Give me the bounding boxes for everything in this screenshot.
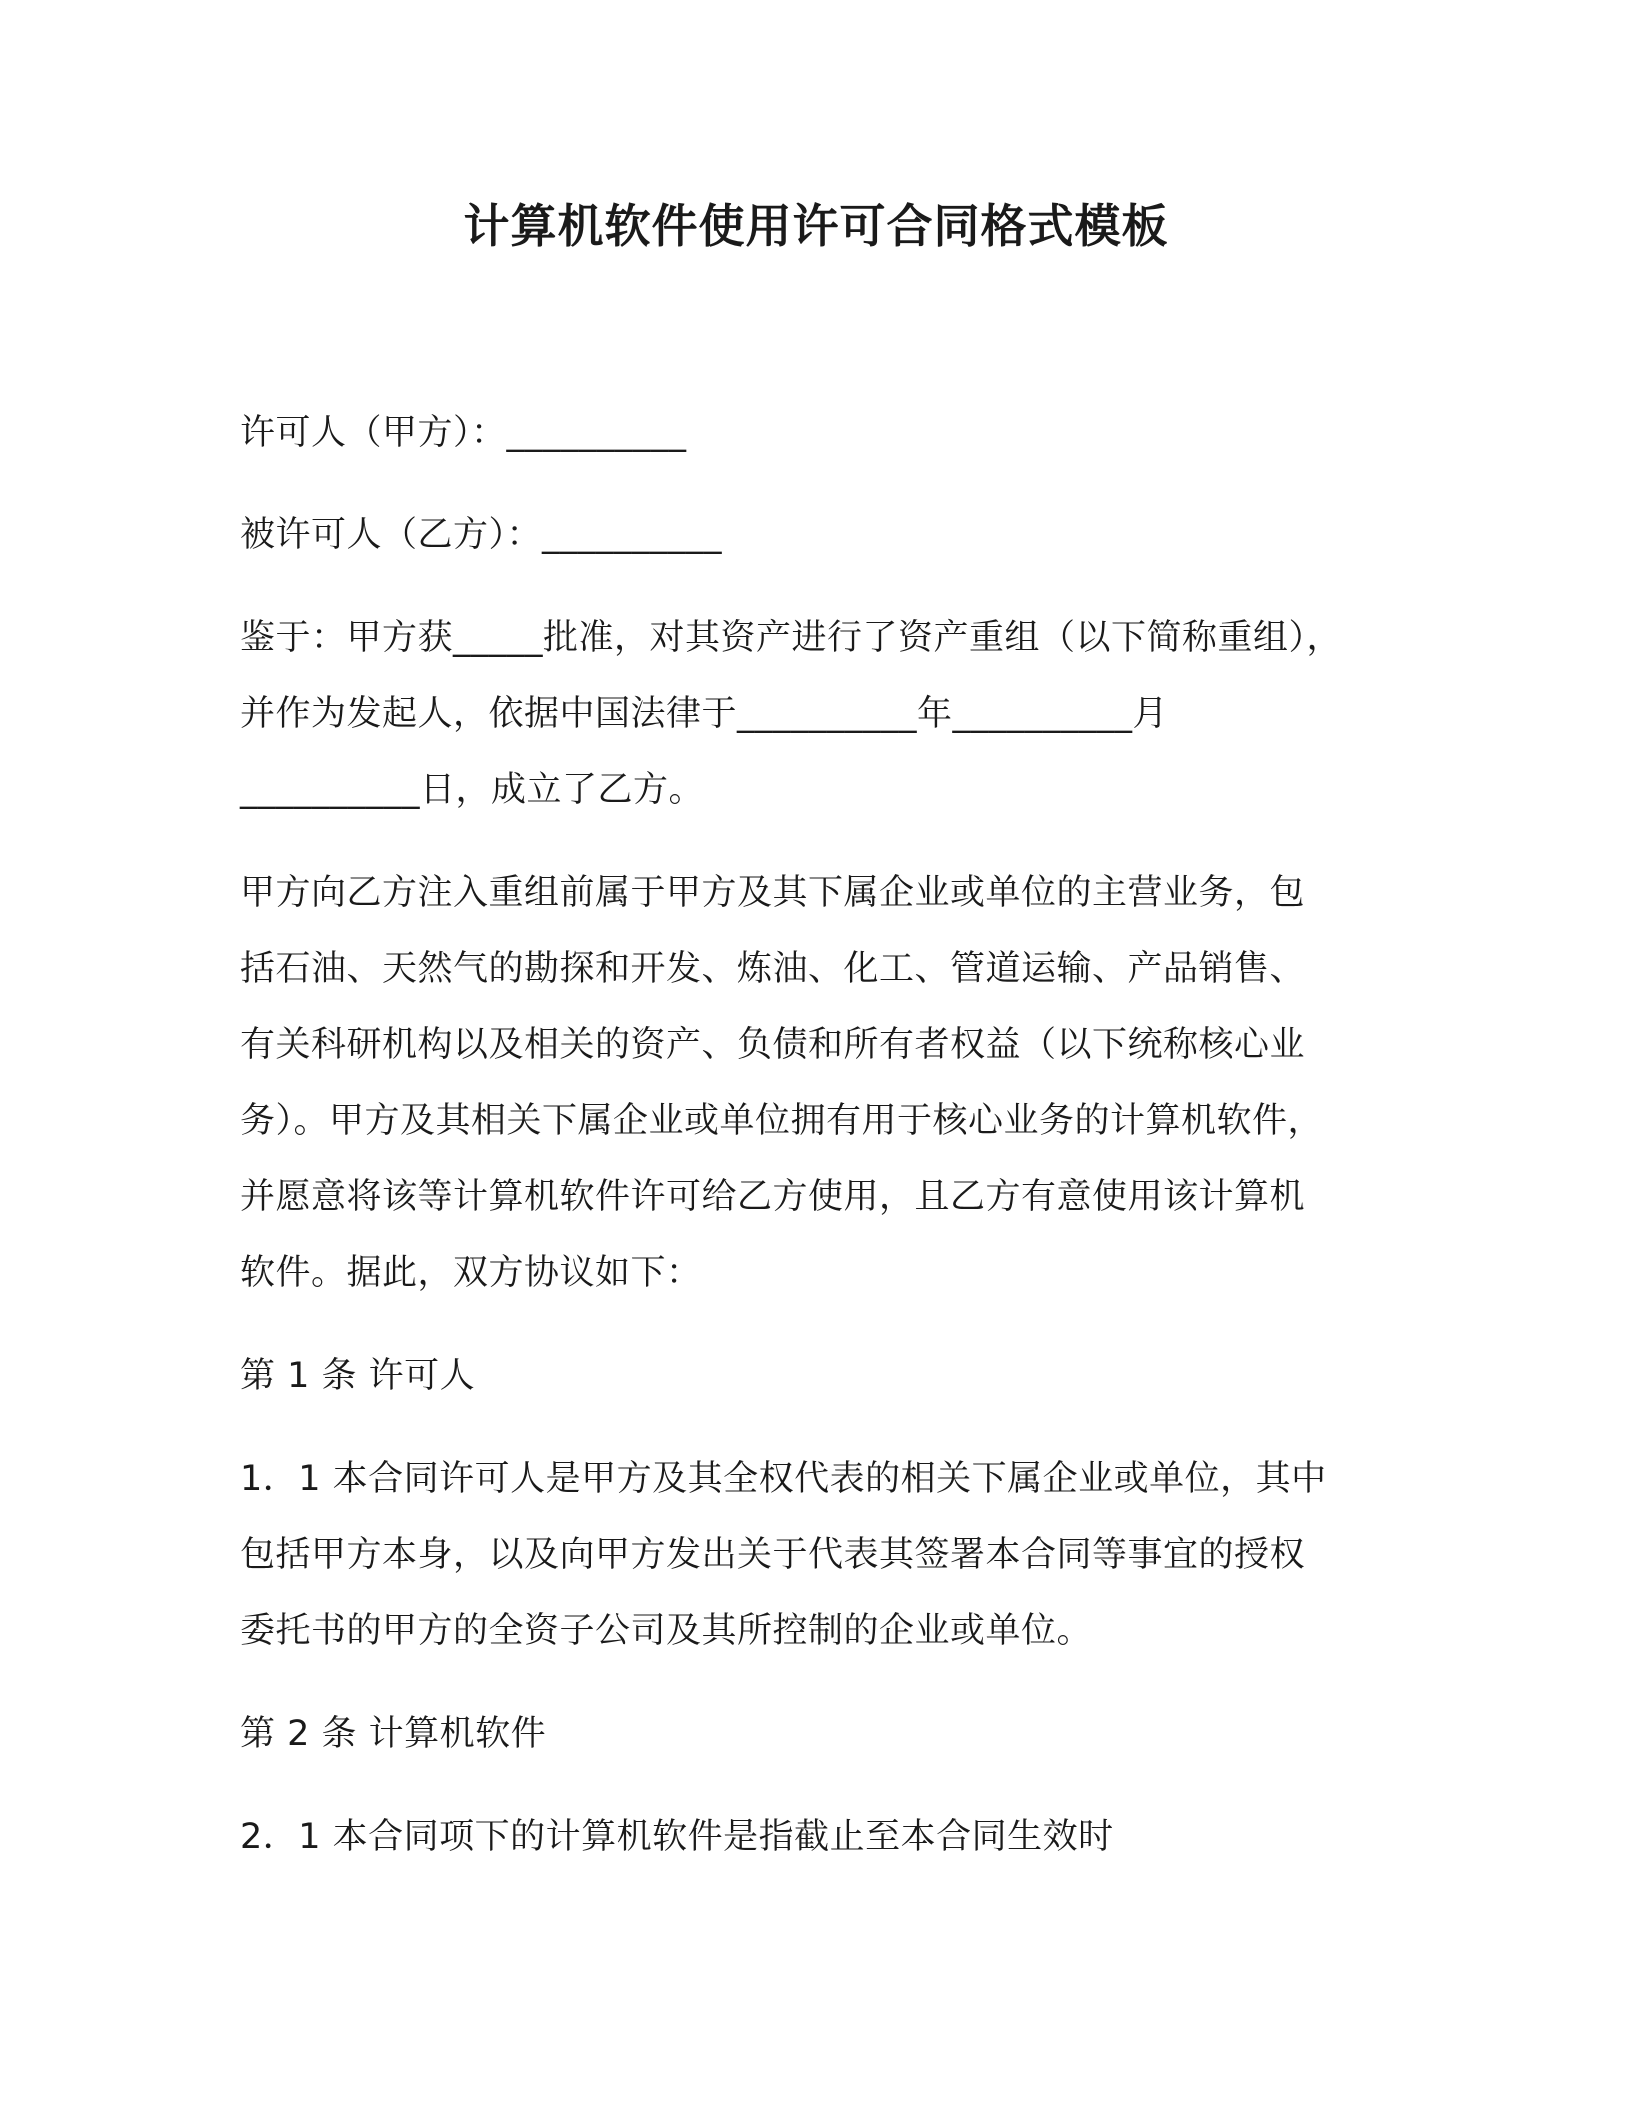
- intro-line-1: 甲方向乙方注入重组前属于甲方及其下属企业或单位的主营业务，包: [240, 873, 1306, 913]
- intro-line-5: 并愿意将该等计算机软件许可给乙方使用，且乙方有意使用该计算机: [240, 1177, 1306, 1217]
- article-1-heading: 第 1 条 许可人: [240, 1356, 476, 1396]
- recital-line-2: 并作为发起人，依据中国法律于__________年__________月: [240, 694, 1169, 734]
- intro-line-3: 有关科研机构以及相关的资产、负债和所有者权益（以下统称核心业: [240, 1025, 1306, 1065]
- article-2-line-1: 2．1 本合同项下的计算机软件是指截止至本合同生效时: [240, 1817, 1114, 1857]
- recital-line-3: __________日，成立了乙方。: [240, 770, 705, 810]
- document-title: 计算机软件使用许可合同格式模板: [463, 199, 1169, 253]
- article-1-line-2: 包括甲方本身，以及向甲方发出关于代表其签署本合同等事宜的授权: [240, 1535, 1306, 1575]
- article-2-heading: 第 2 条 计算机软件: [240, 1714, 547, 1754]
- article-1-line-3: 委托书的甲方的全资子公司及其所控制的企业或单位。: [240, 1611, 1093, 1651]
- licensor-line: 许可人（甲方）：__________: [240, 413, 687, 453]
- intro-line-6: 软件。据此，双方协议如下：: [240, 1253, 702, 1293]
- recital-line-1: 鉴于：甲方获_____批准，对其资产进行了资产重组（以下简称重组），: [240, 618, 1343, 658]
- article-1-line-1: 1．1 本合同许可人是甲方及其全权代表的相关下属企业或单位，其中: [240, 1459, 1327, 1499]
- intro-line-4: 务）。甲方及其相关下属企业或单位拥有用于核心业务的计算机软件，: [240, 1101, 1324, 1141]
- licensee-line: 被许可人（乙方）：__________: [240, 515, 723, 555]
- intro-line-2: 括石油、天然气的勘探和开发、炼油、化工、管道运输、产品销售、: [240, 949, 1306, 989]
